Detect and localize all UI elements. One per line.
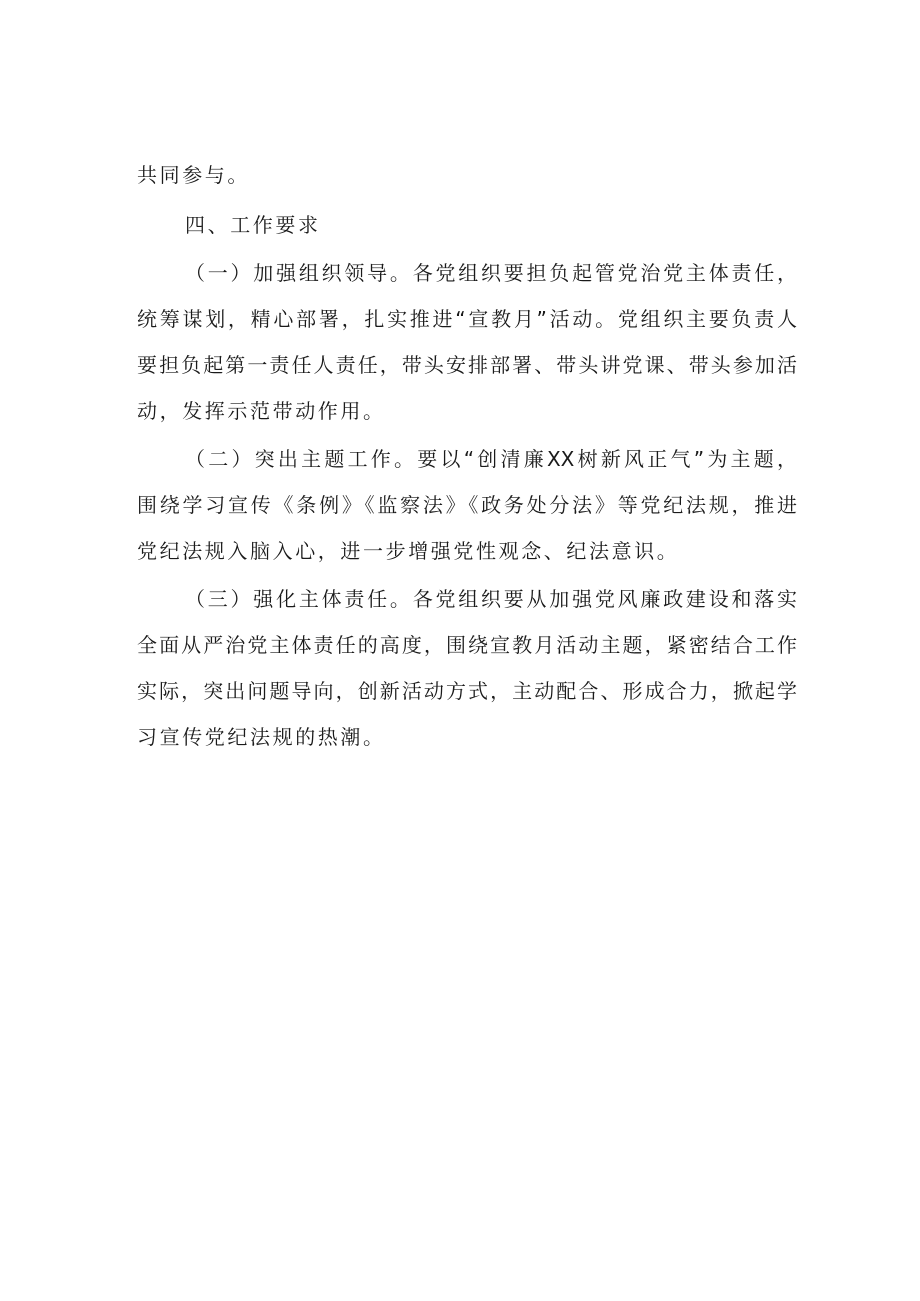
paragraph-line: 围绕学习宣传《条例》《监察法》《政务处分法》等党纪法规，推进: [137, 493, 797, 517]
paragraph-line: （三）强化主体责任。各党组织要从加强党风廉政建设和落实: [185, 587, 797, 611]
paragraph-line: 习宣传党纪法规的热潮。: [137, 725, 386, 749]
paragraph-line: 要担负起第一责任人责任，带头安排部署、带头讲党课、带头参加活: [137, 353, 797, 377]
paragraph-line: （一）加强组织领导。各党组织要担负起管党治党主体责任，: [185, 261, 797, 285]
paragraph-line: 实际，突出问题导向，创新活动方式，主动配合、形成合力，掀起学: [137, 679, 797, 703]
paragraph-line: 动，发挥示范带动作用。: [137, 399, 386, 423]
paragraph-line: 统筹谋划，精心部署，扎实推进“宣教月”活动。党组织主要负责人: [137, 307, 797, 331]
paragraph-line: 全面从严治党主体责任的高度，围绕宣教月活动主题，紧密结合工作: [137, 633, 797, 657]
section-heading: 四、工作要求: [185, 213, 321, 237]
paragraph-line: （二）突出主题工作。要以“创清廉XX树新风正气”为主题，: [185, 447, 797, 471]
paragraph-line: 共同参与。: [137, 163, 250, 187]
paragraph-line: 党纪法规入脑入心，进一步增强党性观念、纪法意识。: [137, 539, 680, 563]
